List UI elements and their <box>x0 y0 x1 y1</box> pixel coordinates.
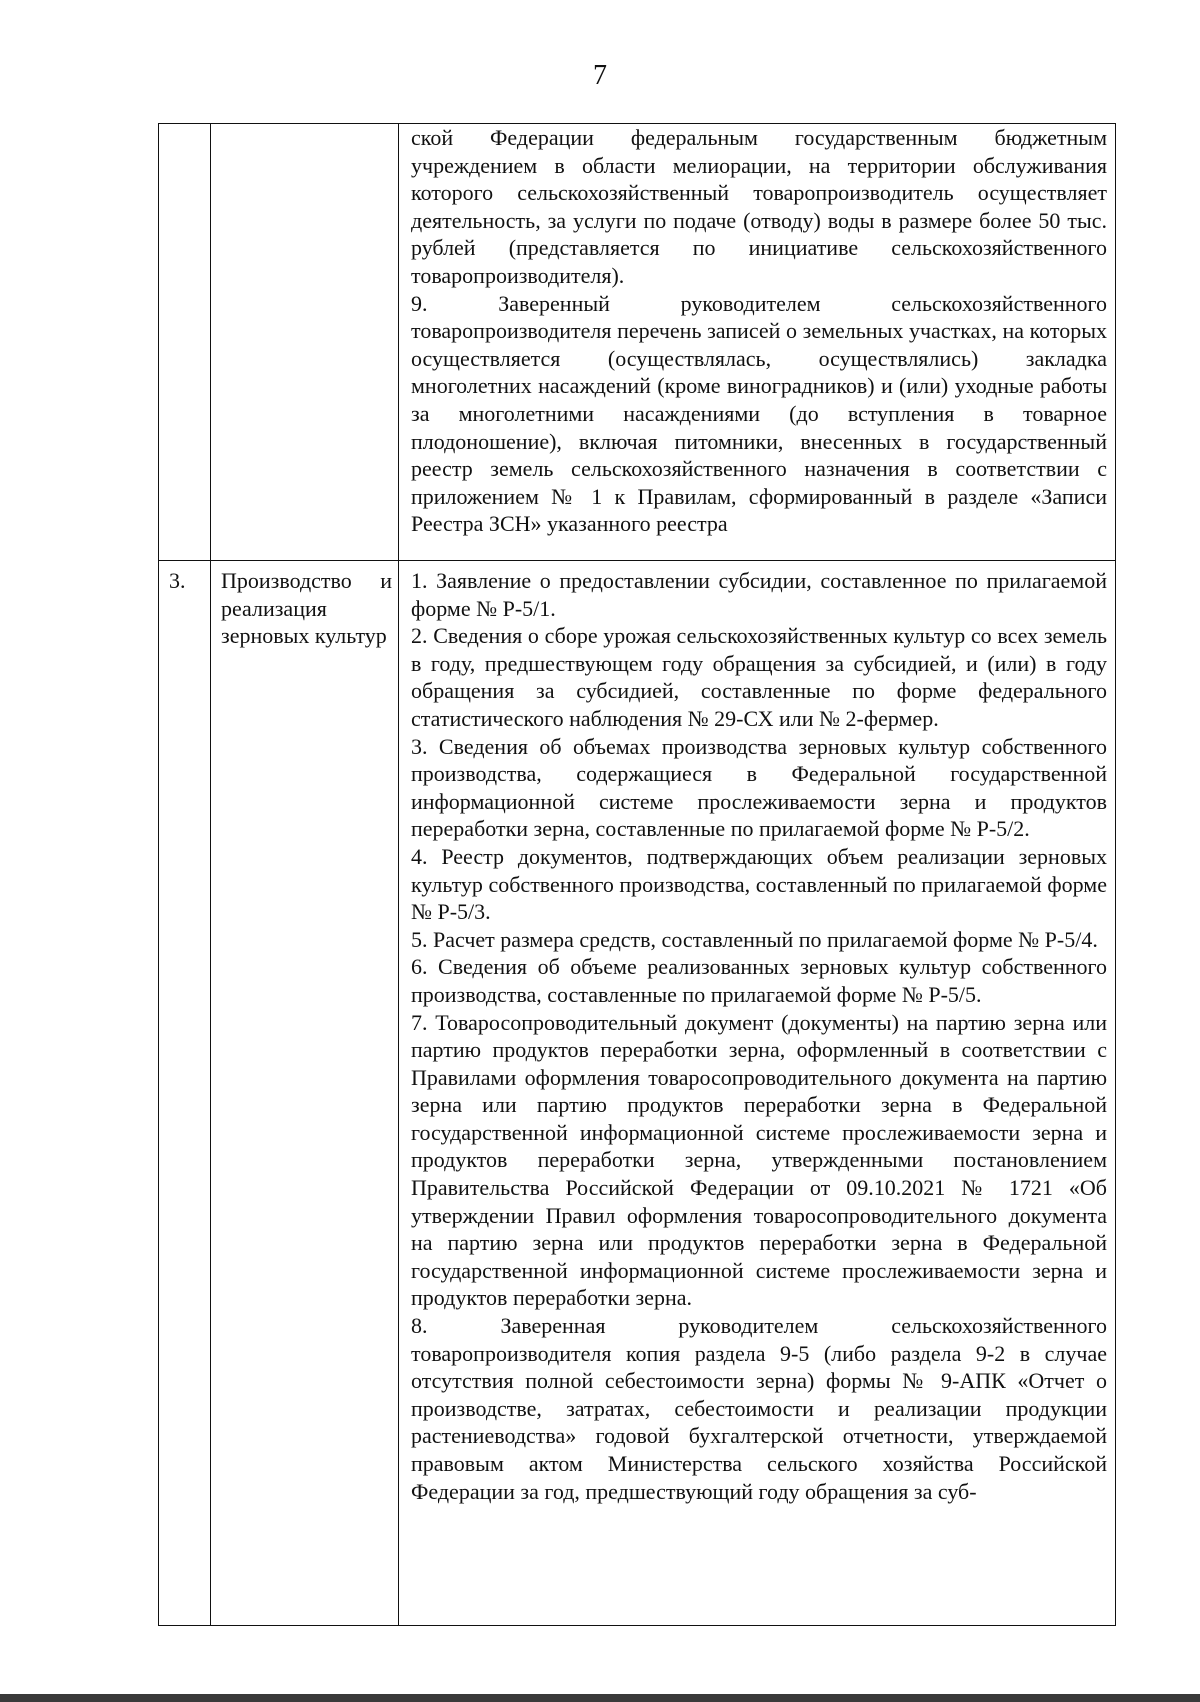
document-paragraph: 4. Реестр документов, подтверждающих объем реализации зерновых культур собственного производства, составленный по прилагаемой форме № Р-5/3. <box>411 843 1107 925</box>
row-documents-cell <box>399 124 1116 561</box>
table-row <box>159 124 1116 561</box>
document-paragraph: 7. Товаросопроводительный документ (документы) на партию зерна или партию продуктов переработки зерна, оформленный в соответствии с Правилами оформления товаросопроводительного документа на партию зерна или партию продуктов переработки зерна в Федеральной государственной информационной системе прослеживаемости зерна и продуктов переработки зерна, утвержденными постановлением Правительства Российской Федерации от 09.10.2021 № 1721 «Об утверждении Правил оформления товаросопроводительного документа на партию зерна или продуктов переработки зерна в Федеральной государственной информационной системе прослеживаемости зерна и продуктов переработки зерна. <box>411 1009 1107 1311</box>
document-paragraph: 5. Расчет размера средств, составленный по прилагаемой форме № Р-5/4. <box>411 926 1098 952</box>
documents-table <box>158 123 1116 1626</box>
row-number-cell: 3. <box>159 561 211 1626</box>
document-paragraph: 3. Сведения об объемах производства зерновых культур собственного производства, содержащиеся в Федеральной государственной информационной системе прослеживаемости зерна и продуктов переработки зерна, составленные по прилагаемой форме № Р-5/2. <box>411 733 1107 842</box>
document-paragraph: 9. Заверенный руководителем сельскохозяйственного товаропроизводителя перечень записей о земельных участках, на которых осуществляется (осуществлялась, осуществлялись) закладка многолетних насаждений (кроме виноградников) и (или) уходные работы за многолетними насаждениями (до вступления в товарное плодоношение), включая питомники, внесенных в государственный реестр земель сельскохозяйственного назначения в соответствии с приложением № 1 к Правилам, сформированный в разделе «Записи Реестра ЗСН» указанного реестра <box>411 290 1107 537</box>
document-paragraph: 8. Заверенная руководителем сельскохозяйственного товаропроизводителя копия раздела 9-5 (либо раздела 9-2 в случае отсутствия полной себестоимости зерна) формы № 9-АПК «Отчет о производстве, затратах, себестоимости и реализации продукции растениеводства» годовой бухгалтерской отчетности, утверждаемой правовым актом Министерства сельского хозяйства Российской Федерации за год, предшествующий году обращения за суб- <box>411 1313 1107 1504</box>
table-row <box>159 561 1116 1626</box>
document-paragraph: 1. Заявление о предоставлении субсидии, составленное по прилагаемой форме № Р-5/1. <box>411 568 1107 621</box>
row-name-text: Производство и реализация зерновых культур <box>221 568 392 649</box>
document-paragraph: ской Федерации федеральным государственным бюджетным учреждением в области мелиорации, на территории обслуживания которого сельскохозяйственный товаропроизводитель осуществляет деятельность, за услуги по подаче (отводу) воды в размере более 50 тыс. рублей (представляется по инициативе сельскохозяйственного товаропроизводителя). <box>411 125 1107 288</box>
row-name-cell <box>211 124 399 561</box>
document-paragraph: 6. Сведения об объеме реализованных зерновых культур собственного производства, составленные по прилагаемой форме № Р-5/5. <box>411 954 1107 1007</box>
row-documents-cell <box>399 561 1116 1626</box>
row-number-cell <box>159 124 211 561</box>
row-name-cell <box>211 561 399 1626</box>
page-number: 7 <box>593 60 607 91</box>
scan-bottom-edge <box>0 1694 1200 1702</box>
document-paragraph: 2. Сведения о сборе урожая сельскохозяйственных культур со всех земель в году, предшествующем году обращения за субсидией, и (или) в году обращения за субсидией, составленные по форме федерального статистического наблюдения № 29-СХ или № 2-фермер. <box>411 623 1107 731</box>
